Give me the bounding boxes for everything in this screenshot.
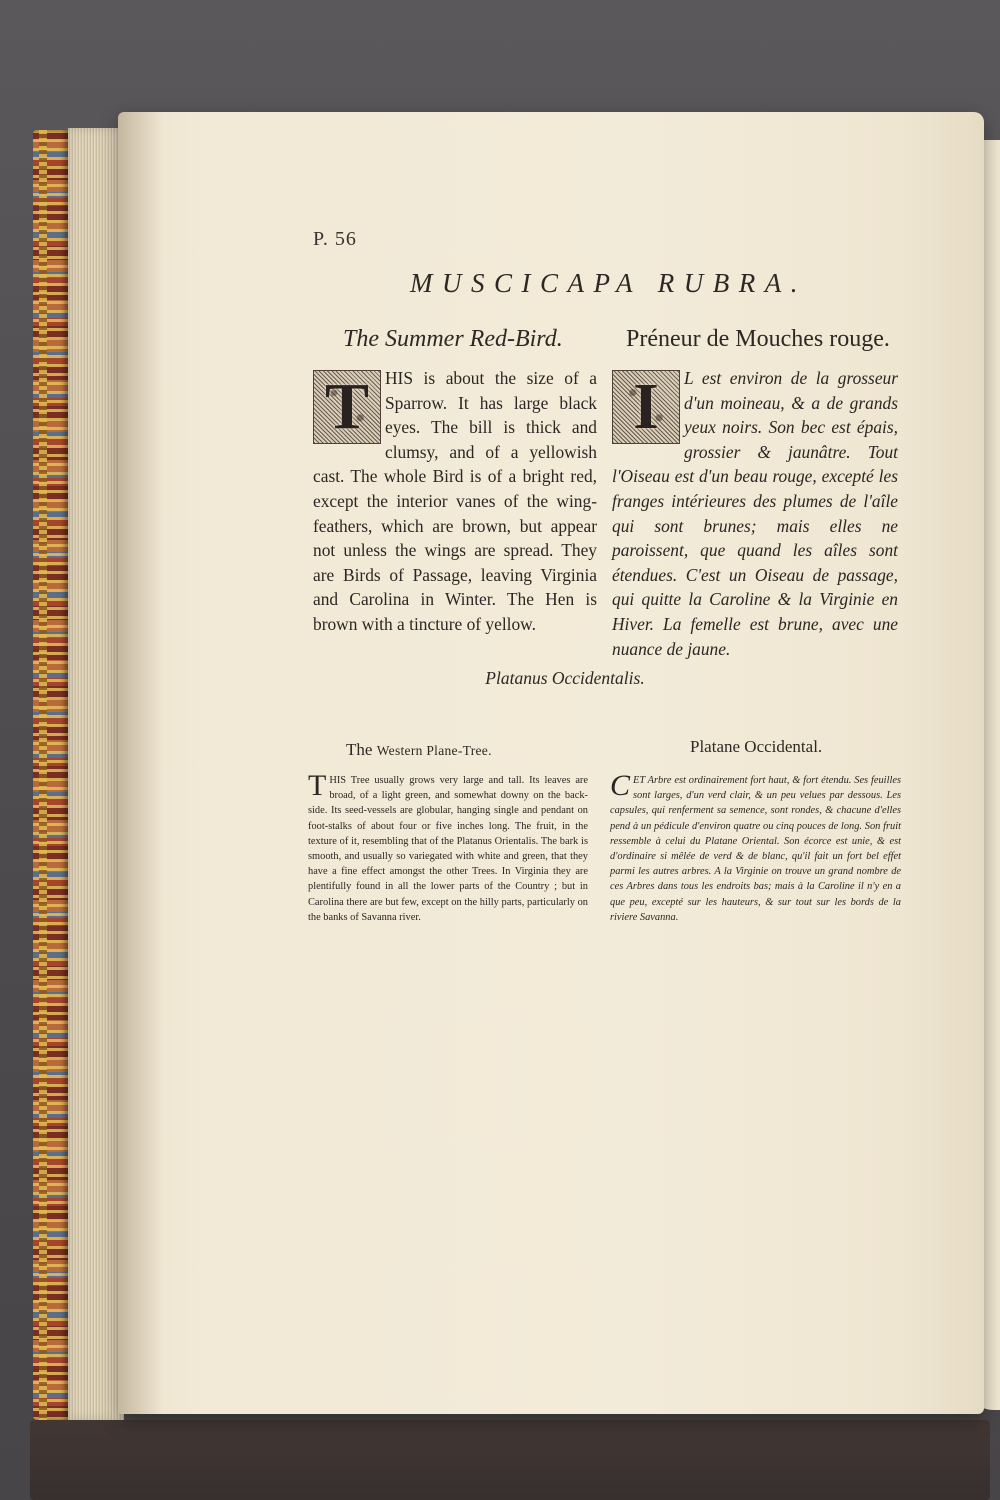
page-edges xyxy=(68,128,124,1420)
bird-description-english xyxy=(313,366,597,637)
page-title: MUSCICAPA RUBRA. xyxy=(410,268,807,298)
plant-dropcap-french: C xyxy=(610,769,631,802)
plant-heading-english-smallcaps: Western Plane-Tree. xyxy=(376,743,492,758)
plant-dropcap-english: T xyxy=(308,769,327,802)
book-page xyxy=(118,112,984,1414)
plant-description-french xyxy=(610,769,901,925)
plant-heading-latin: Platanus Occidentalis. xyxy=(485,668,645,688)
bird-text-french: L est environ de la grosseur d'un moineau, & a de grands yeux noirs. Son bec est épais, grossier & jaunâtre. Tout l'Oiseau est d'un beau rouge, excepté les franges intérieures des plumes de l'aîle qui sont brunes; mais elles ne paroissent, que quand les aîles sont étendues. C'est un Oiseau de passage, qui quitte la Caroline & la Virginie en Hiver. La femelle est brune, avec une nuance de jaune. xyxy=(612,368,898,659)
plant-text-french: ET Arbre est ordinairement fort haut, & fort étendu. Ses feuilles sont larges, d'un verd clair, & un peu velues par dessous. Les capsules, qui renferment sa semence, sont rondes, & chacune d'elles pend à un pédicule d'environ quatre ou cinq pouces de long. Son fruit ressemble à celui du Platane Oriental. Son écorce est unie, & est d'ordinaire si mêlée de verd & de blanc, qu'il fait un fort bel effet parmi les autres arbres. A la Virginie on trouve un grand nombre de ces Arbres dans tous les endroits bas; mais à la Caroline il n'y en a que peu, excepté sur les hauteurs, & sur tout sur les bords de la riviere Savanna. xyxy=(610,775,901,923)
book-cover-edge xyxy=(30,1420,990,1500)
dropcap-spacer xyxy=(612,366,684,440)
plate-reference: P. 56 xyxy=(313,228,357,250)
plant-heading-french: Platane Occidental. xyxy=(690,737,823,756)
bird-description-french xyxy=(612,366,898,661)
dropcap-spacer xyxy=(313,366,385,440)
bird-heading-french: Préneur de Mouches rouge. xyxy=(626,326,890,352)
dropcap-letter: T xyxy=(324,370,370,443)
plant-heading-english-prefix: The xyxy=(346,740,377,759)
bird-text-english: HIS is about the size of a Sparrow. It has large black eyes. The bill is thick and clumsy, and of a yellowish cast. The whole Bird is of a bright red, except the interior vanes of the wing-feathers, which are brown, but appear not unless the wings are spread. They are Birds of Passage, leaving Virginia and Carolina in Winter. The Hen is brown with a tincture of yellow. xyxy=(313,368,597,634)
bird-heading-english: The Summer Red-Bird. xyxy=(343,326,563,352)
plant-text-english: HIS Tree usually grows very large and tall. Its leaves are broad, of a light green, and somewhat downy on the back-side. Its seed-vessels are globular, hanging single and pendant on foot-stalks of about four or five inches long. The fruit, in the texture of it, resembling that of the Platanus Orientalis. The bark is smooth, and usually so variegated with white and green, that they have a fine effect amongst the other Trees. In Virginia they are plentifully found in all the lower parts of the Country ; but in Carolina there are but few, except on the hilly parts, particularly on the banks of Savanna river. xyxy=(308,775,588,923)
book-spine-marbled-edge xyxy=(33,130,69,1420)
plant-heading-english xyxy=(346,740,492,760)
dropcap-letter: I xyxy=(633,370,659,443)
page-gutter-shadow xyxy=(118,112,164,1414)
plant-description-english xyxy=(308,769,588,925)
